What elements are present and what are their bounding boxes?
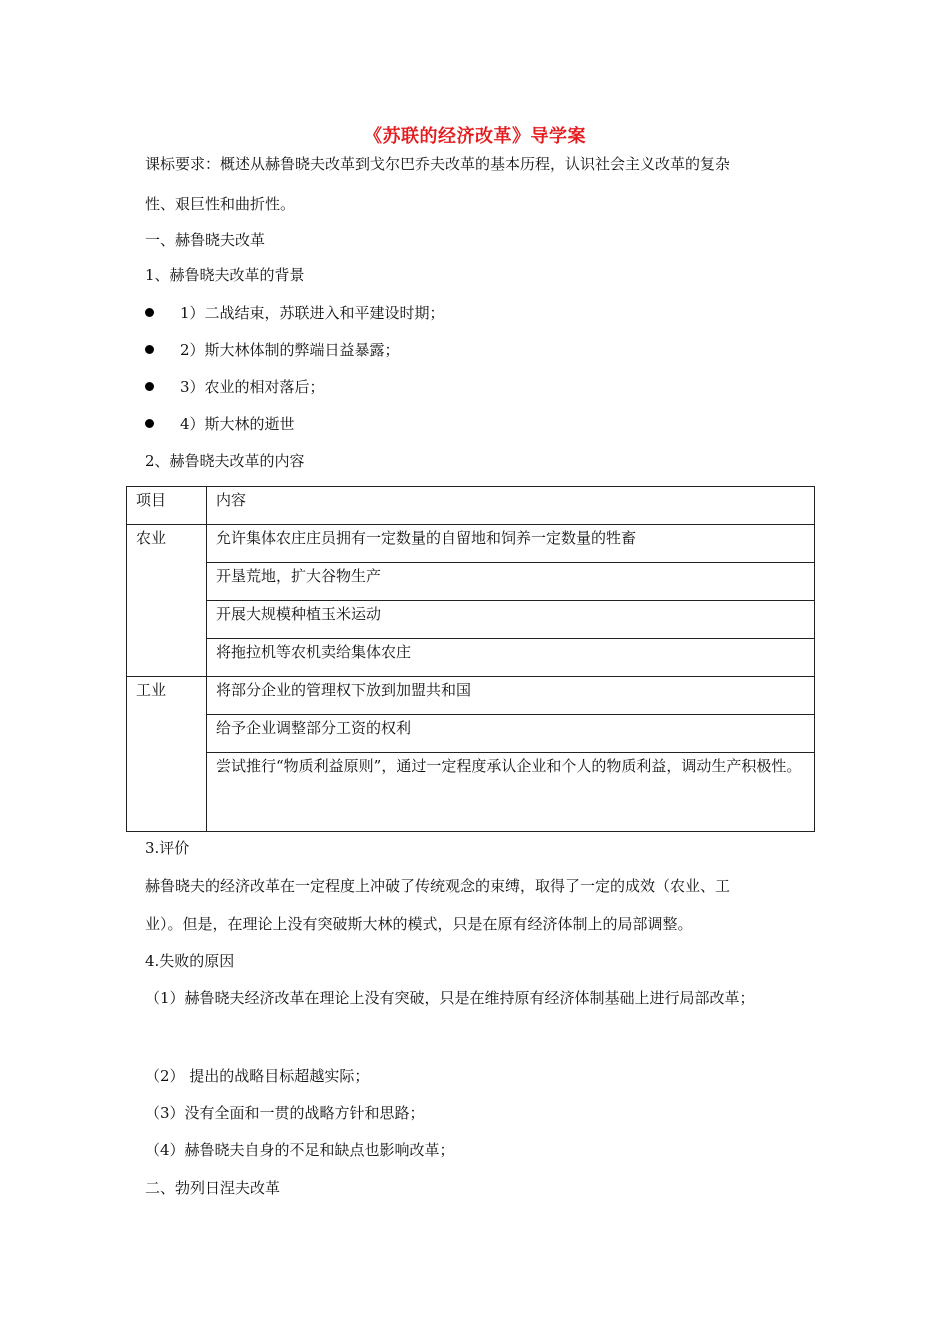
failure-reason: （4）赫鲁晓夫自身的不足和缺点也影响改革； <box>145 1141 455 1159</box>
table-cell: 允许集体农庄庄员拥有一定数量的自留地和饲养一定数量的牲畜 <box>207 525 815 563</box>
section2-heading: 二、勃列日涅夫改革 <box>145 1179 281 1197</box>
bullet-icon <box>145 419 154 428</box>
table-row <box>127 563 815 601</box>
failure-heading: 4.失败的原因 <box>145 952 235 970</box>
failure-reason: （3）没有全面和一贯的战略方针和思路； <box>145 1104 425 1122</box>
table-row <box>127 525 815 563</box>
section1-heading: 一、赫鲁晓夫改革 <box>145 231 266 249</box>
evaluation-heading: 3.评价 <box>145 839 190 857</box>
background-item: 3）农业的相对落后； <box>145 376 325 397</box>
category-agriculture: 农业 <box>127 525 207 677</box>
table-row <box>127 753 815 832</box>
header-content: 内容 <box>207 487 815 525</box>
table-header-row <box>127 487 815 525</box>
table-cell <box>207 753 815 832</box>
table-cell: 给予企业调整部分工资的权利 <box>207 715 815 753</box>
table-cell: 将拖拉机等农机卖给集体农庄 <box>207 639 815 677</box>
table-row <box>127 601 815 639</box>
header-item: 项目 <box>127 487 207 525</box>
bullet-icon <box>145 382 154 391</box>
category-industry: 工业 <box>127 677 207 832</box>
table-cell: 开垦荒地，扩大谷物生产 <box>207 563 815 601</box>
background-item: 1）二战结束，苏联进入和平建设时期； <box>145 302 445 323</box>
bullet-icon <box>145 345 154 354</box>
table-cell: 将部分企业的管理权下放到加盟共和国 <box>207 677 815 715</box>
reform-content-table <box>126 486 815 832</box>
table-row <box>127 639 815 677</box>
background-item: 4）斯大林的逝世 <box>145 413 295 434</box>
table-cell: 开展大规模种植玉米运动 <box>207 601 815 639</box>
curriculum-standard-line1: 课标要求：概述从赫鲁晓夫改革到戈尔巴乔夫改革的基本历程，认识社会主义改革的复杂 <box>145 155 731 173</box>
failure-reason: （1）赫鲁晓夫经济改革在理论上没有突破，只是在维持原有经济体制基础上进行局部改革； <box>145 989 755 1007</box>
content-heading: 2、赫鲁晓夫改革的内容 <box>145 452 305 470</box>
evaluation-line1: 赫鲁晓夫的经济改革在一定程度上冲破了传统观念的束缚，取得了一定的成效（农业、工 <box>145 877 731 895</box>
evaluation-line2: 业）。但是，在理论上没有突破斯大林的模式，只是在原有经济体制上的局部调整。 <box>145 915 693 933</box>
document-title: 《苏联的经济改革》导学案 <box>364 126 586 147</box>
curriculum-standard-line2: 性、艰巨性和曲折性。 <box>145 195 296 213</box>
bullet-icon <box>145 308 154 317</box>
failure-reason: （2） 提出的战略目标超越实际； <box>145 1067 370 1085</box>
background-heading: 1、赫鲁晓夫改革的背景 <box>145 266 305 284</box>
table-row <box>127 677 815 715</box>
table-cell-text: 尝试推行“物质利益原则”，通过一定程度承认企业和个人的物质利益，调动生产积极性。 <box>216 757 802 775</box>
background-item: 2）斯大林体制的弊端日益暴露； <box>145 339 400 360</box>
